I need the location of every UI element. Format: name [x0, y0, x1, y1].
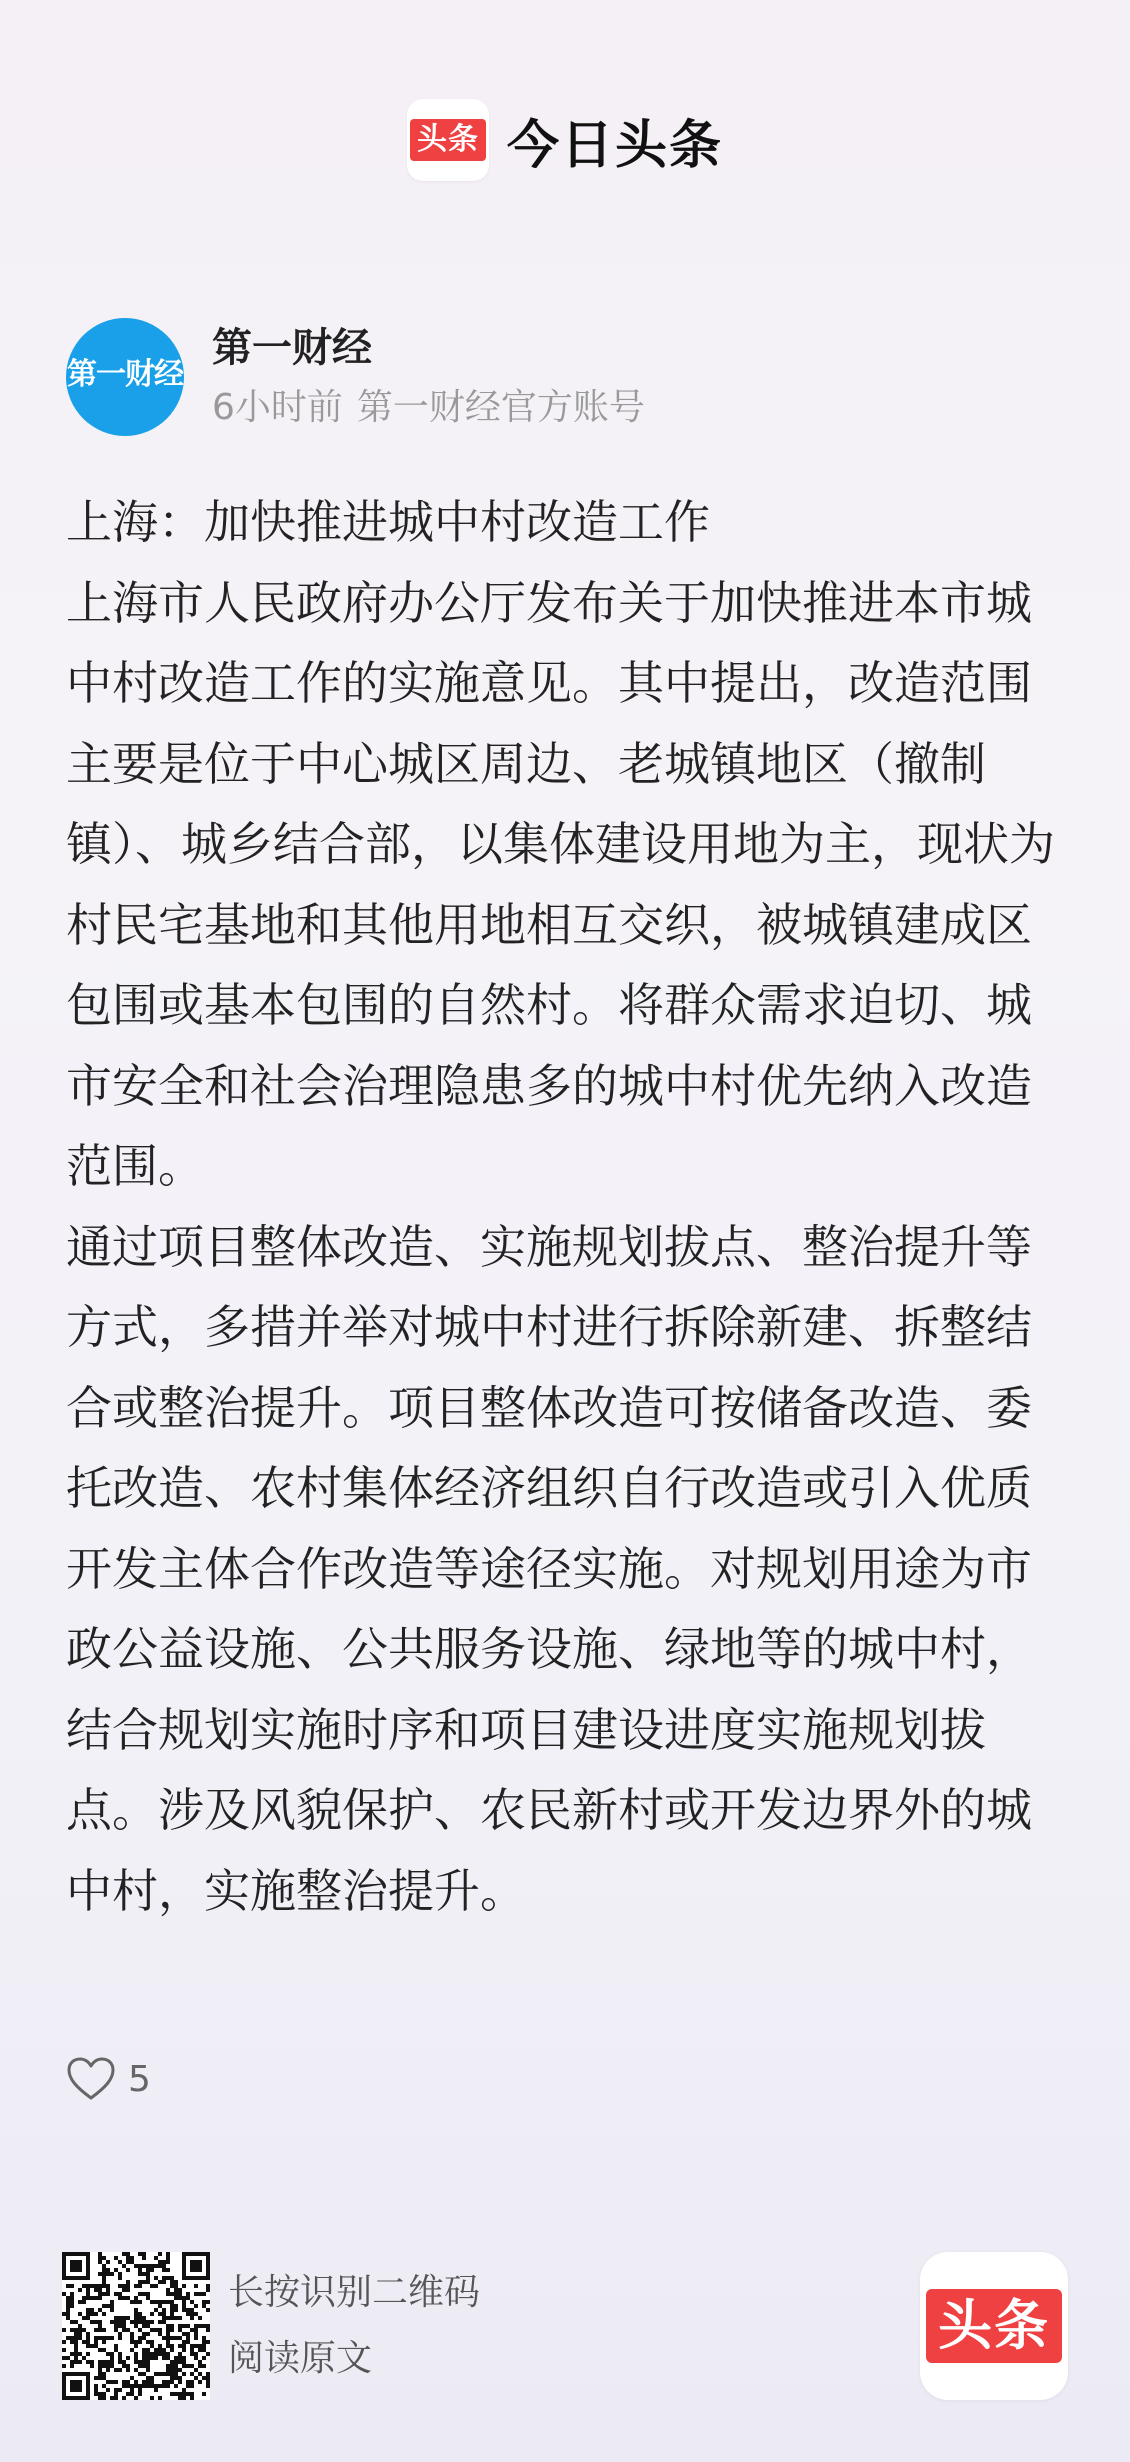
app-name: 今日头条: [506, 115, 723, 176]
like-button[interactable]: [66, 2056, 151, 2102]
post-time: 6小时前: [212, 387, 343, 429]
qr-hint: 长按识别二维码: [228, 2272, 481, 2313]
like-count: 5: [128, 2058, 151, 2100]
article-paragraph: 通过项目整体改造、实施规划拔点、整治提升等方式，多措并举对城中村进行拆除新建、拆整结合或整治提升。项目整体改造可按储备改造、委托改造、农村集体经济组织自行改造或引入优质开发主体合作改造等途径实施。对规划用途为市政公益设施、公共服务设施、绿地等的城中村，结合规划实施时序和项目建设进度实施规划拔点。涉及风貌保护、农民新村或开发边界外的城中村，实施整治提升。: [66, 1219, 1032, 1918]
toutiao-logo-icon: [407, 99, 489, 181]
author-row[interactable]: [66, 318, 645, 436]
qr-code[interactable]: [62, 2252, 210, 2400]
app-brand-header: [0, 100, 1130, 180]
toutiao-footer-logo-icon: [920, 2252, 1068, 2400]
author-avatar[interactable]: [66, 318, 184, 436]
footer-logo-text: 头条: [926, 2289, 1062, 2363]
article-title: 上海：加快推进城中村改造工作: [66, 495, 710, 549]
author-name[interactable]: 第一财经: [212, 325, 372, 372]
qr-code-icon: [62, 2252, 210, 2400]
article-paragraph: 上海市人民政府办公厅发布关于加快推进本市城中村改造工作的实施意见。其中提出，改造范围主要是位于中心城区周边、老城镇地区（撤制镇）、城乡结合部，以集体建设用地为主，现状为村民宅基地和其他用地相互交织，被城镇建成区包围或基本包围的自然村。将群众需求迫切、城市安全和社会治理隐患多的城中村优先纳入改造范围。: [66, 575, 1055, 1193]
read-original-link[interactable]: 阅读原文: [228, 2338, 373, 2379]
article-body: [66, 482, 1066, 1931]
author-info: [212, 324, 645, 429]
author-meta: [212, 386, 645, 429]
toutiao-logo-text: 头条: [410, 119, 486, 161]
account-type: 第一财经官方账号: [356, 387, 645, 429]
avatar-logo-text: 第一财经: [67, 357, 183, 392]
heart-outline-icon: [66, 2056, 116, 2102]
footer-text: [228, 2260, 480, 2392]
